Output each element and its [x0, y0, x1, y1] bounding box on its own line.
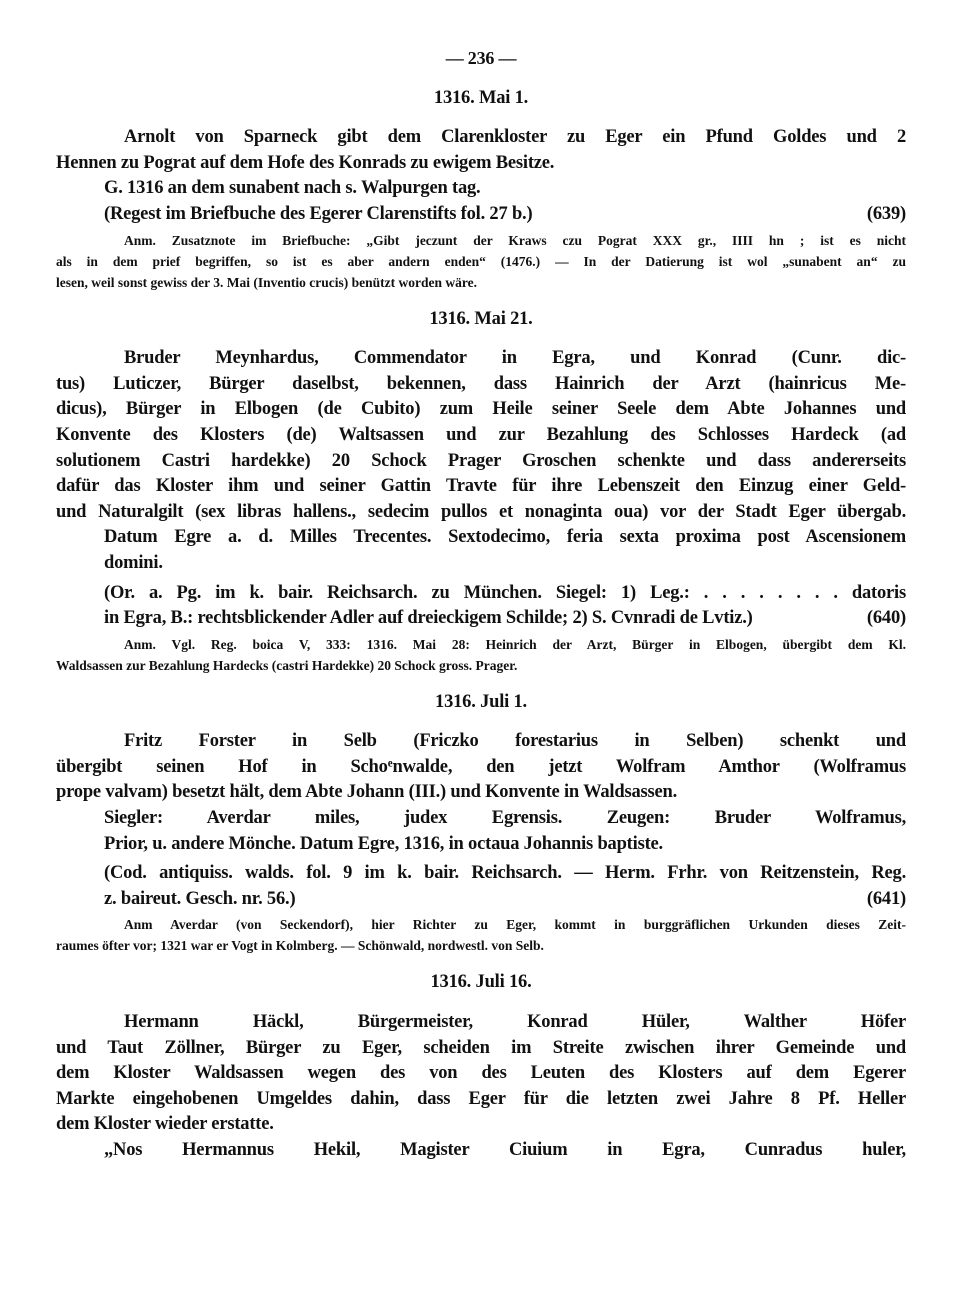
- entry-dating: Prior, u. andere Mönche. Datum Egre, 1316, in octaua Johannis baptiste.: [104, 833, 663, 854]
- entry-date: 1316. Mai 1.: [433, 87, 529, 108]
- entry-number: (641): [866, 888, 906, 909]
- entry-text-line: und Naturalgilt (sex libras hallens., sedecim pullos et nonaginta oua) vor der Stadt Eger übergab.: [56, 501, 906, 522]
- entry-text-line: solutionem Castri hardekke) 20 Schock Prager Groschen schenkte und dass andererseits: [56, 450, 906, 471]
- document-page: [56, 40, 906, 1164]
- entry-source-row: [56, 606, 906, 632]
- entry-text-line: tus) Luticzer, Bürger daselbst, bekennen, dass Hainrich der Arzt (hainricus Me-: [56, 373, 906, 394]
- entry-source-row: [56, 202, 906, 228]
- entry-note: Anm Averdar (von Seckendorf), hier Richter zu Eger, kommt in burggräflichen Urkunden dieses Zeit-: [124, 917, 906, 933]
- entry-text-line: Konvente des Klosters (de) Waltsassen und zur Bezahlung des Schlosses Hardeck (ad: [56, 424, 906, 445]
- entry-source-row: [56, 887, 906, 913]
- entry-text-line: Arnolt von Sparneck gibt dem Clarenkloster zu Eger ein Pfund Goldes und 2: [124, 127, 906, 148]
- entry-text-line: dicus), Bürger in Elbogen (de Cubito) zum Heile seiner Seele dem Abte Johannes und: [56, 399, 906, 420]
- entry-640: [56, 307, 906, 676]
- entry-note: raumes öfter vor; 1321 war er Vogt in Kolmberg. — Schönwald, nordwestl. von Selb.: [56, 938, 544, 954]
- entry-text-line: Fritz Forster in Selb (Friczko forestarius in Selben) schenkt und: [124, 731, 906, 752]
- entry-date: 1316. Juli 1.: [435, 691, 527, 712]
- entry-date: 1316. Mai 21.: [429, 308, 533, 329]
- entry-source: z. baireut. Gesch. nr. 56.): [104, 888, 296, 909]
- entry-text-line: Hennen zu Pograt auf dem Hofe des Konrads zu ewigem Besitze.: [56, 152, 555, 173]
- entry-number: (639): [866, 203, 906, 224]
- entry-dating: Siegler: Averdar miles, judex Egrensis. Zeugen: Bruder Wolframus,: [104, 808, 906, 829]
- entry-text-line: Hermann Häckl, Bürgermeister, Konrad Hüler, Walther Höfer: [124, 1012, 906, 1033]
- entry-note: lesen, weil sonst gewiss der 3. Mai (Inventio crucis) benützt worden wäre.: [56, 274, 477, 290]
- entry-source: (Regest im Briefbuche des Egerer Clarenstifts fol. 27 b.): [104, 203, 533, 224]
- entry-note: Waldsassen zur Bezahlung Hardecks (castri Hardekke) 20 Schock gross. Prager.: [56, 657, 518, 673]
- entry-text-line: prope valvam) besetzt hält, dem Abte Johann (III.) und Konvente in Waldsassen.: [56, 782, 678, 803]
- entry-source: (Or. a. Pg. im k. bair. Reichsarch. zu München. Siegel: 1) Leg.: . . . . . . . . datoris: [104, 582, 906, 603]
- entry-dating: Datum Egre a. d. Milles Trecentes. Sextodecimo, feria sexta proxima post Ascensionem: [104, 527, 906, 548]
- entry-text-line: und Taut Zöllner, Bürger zu Eger, scheiden im Streite zwischen ihrer Gemeinde und: [56, 1037, 906, 1058]
- entry-source: (Cod. antiquiss. walds. fol. 9 im k. bair. Reichsarch. — Herm. Frhr. von Reitzenstein, Reg.: [104, 863, 906, 884]
- entry-text-line: dem Kloster wieder erstatte.: [56, 1114, 274, 1135]
- entry-text-line: Markte eingehobenen Umgeldes dahin, dass Eger für die letzten zwei Jahre 8 Pf. Heller: [56, 1088, 906, 1109]
- entry-639: [56, 86, 906, 293]
- entry-note: als in dem prief begriffen, so ist es aber andern enden“ (1476.) — In der Datierung ist wol „sunabent an“ zu: [56, 253, 906, 269]
- entry-641: [56, 690, 906, 957]
- entry-source: in Egra, B.: rechtsblickender Adler auf dreieckigem Schilde; 2) S. Cvnradi de Lvtiz.): [104, 608, 753, 629]
- entry-dating: domini.: [104, 552, 163, 573]
- entry-juli-16: [56, 970, 906, 1163]
- entry-text-line: übergibt seinen Hof in Schoͤnwalde, den jetzt Wolfram Amthor (Wolframus: [56, 756, 906, 777]
- page-number: — 236 —: [445, 48, 517, 68]
- entry-note: Anm. Zusatznote im Briefbuche: „Gibt jeczunt der Kraws czu Pograt XXX gr., IIII hn ; ist es nicht: [124, 232, 906, 248]
- entry-text-line: Bruder Meynhardus, Commendator in Egra, und Konrad (Cunr. dic-: [124, 348, 906, 369]
- entry-dating: G. 1316 an dem sunabent nach s. Walpurgen tag.: [104, 178, 481, 199]
- entry-note: Anm. Vgl. Reg. boica V, 333: 1316. Mai 28: Heinrich der Arzt, Bürger in Elbogen, übergibt dem Kl.: [124, 636, 906, 652]
- entry-quote: „Nos Hermannus Hekil, Magister Ciuium in Egra, Cunradus huler,: [104, 1140, 906, 1160]
- entry-text-line: dem Kloster Waldsassen wegen des von des Leuten des Klosters auf dem Egerer: [56, 1063, 906, 1084]
- entry-date: 1316. Juli 16.: [430, 972, 532, 993]
- entry-number: (640): [866, 608, 906, 629]
- entry-text-line: dafür das Kloster ihm und seiner Gattin Travte für ihre Lebenszeit den Einzug einer Geld-: [56, 476, 906, 497]
